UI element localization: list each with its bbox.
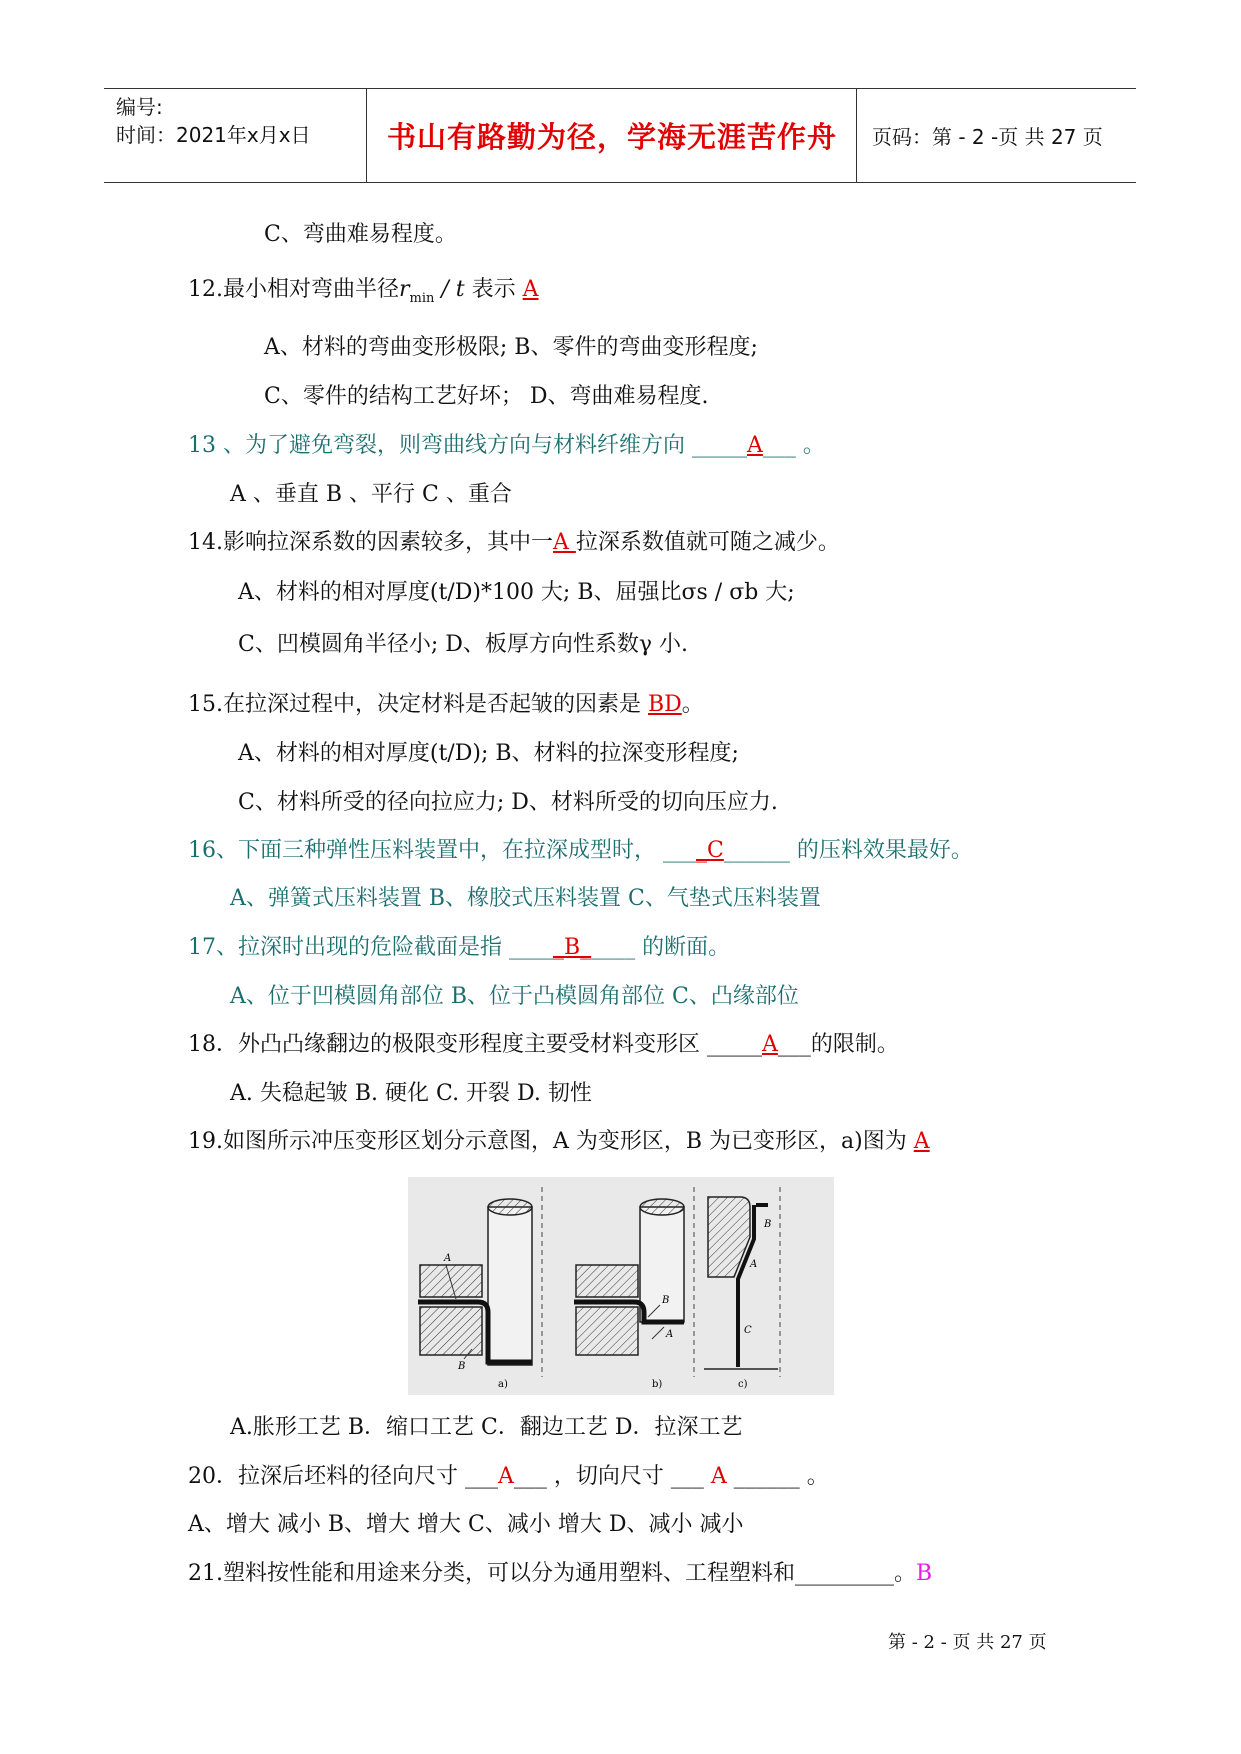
label-a: a) <box>498 1379 508 1390</box>
q12-answer: A <box>522 277 539 302</box>
q14-text: 14.影响拉深系数的因素较多，其中一 <box>188 530 553 555</box>
mark-a: A <box>444 1253 452 1264</box>
q18-answer: A <box>762 1032 778 1057</box>
number-label: 编号: <box>116 95 163 119</box>
time-label: 时间：2021年x月x日 <box>116 123 311 147</box>
q14-options-cd: C、凹模圆角半径小; D、板厚方向性系数γ 小. <box>238 632 689 657</box>
divider <box>856 89 857 182</box>
q17-answer: _B_ <box>553 935 592 960</box>
q12-mid: 表示 <box>471 277 523 302</box>
q12-options-ab: A、材料的弯曲变形极限; B、零件的弯曲变形程度; <box>264 335 758 360</box>
q11-option-c: C、弯曲难易程度。 <box>264 222 457 247</box>
q16-text: 16、下面三种弹性压料装置中，在拉深成型时， ___ <box>188 838 696 863</box>
q15-options-cd: C、材料所受的径向拉应力; D、材料所受的切向压应力. <box>238 790 778 815</box>
q14-options-ab: A、材料的相对厚度(t/D)*100 大; B、屈强比σs / σb 大; <box>238 580 795 605</box>
q15-answer: BD <box>647 692 682 717</box>
q14-answer: A <box>553 530 576 555</box>
q20-options: A、增大 减小 B、增大 增大 C、减小 增大 D、减小 减小 <box>188 1512 744 1537</box>
q18-text: 18．外凸凸缘翻边的极限变形程度主要受材料变形区 _____ <box>188 1032 762 1057</box>
question-12 <box>188 275 539 308</box>
stamping-diagram <box>408 1177 834 1395</box>
q16-answer: _C <box>696 838 724 863</box>
header-info <box>116 93 364 178</box>
q15-post: 。 <box>681 692 704 717</box>
q13-answer: A <box>746 433 763 458</box>
mark-b: B <box>458 1361 466 1372</box>
q20-mid: ___ ，切向尺寸 ___ <box>513 1464 711 1489</box>
q19-options: A.胀形工艺 B．缩口工艺 C．翻边工艺 D．拉深工艺 <box>230 1415 743 1440</box>
divider <box>366 89 367 182</box>
panel-b <box>574 1187 694 1390</box>
q18-options: A. 失稳起皱 B. 硬化 C. 开裂 D. 韧性 <box>230 1081 592 1106</box>
q21-text: 21.塑料按性能和用途来分类，可以分为通用塑料、工程塑料和_________。 <box>188 1561 916 1586</box>
q21-answer: B <box>916 1561 933 1586</box>
q17-options: A、位于凹模圆角部位 B、位于凸模圆角部位 C、凸缘部位 <box>230 984 799 1009</box>
q16-post: ______ 的压料效果最好。 <box>723 838 973 863</box>
q13-text: 13 、为了避免弯裂，则弯曲线方向与材料纤维方向 _____ <box>188 433 747 458</box>
q20-text: 20．拉深后坯料的径向尺寸 ___ <box>188 1464 498 1489</box>
question-16 <box>188 836 973 866</box>
q12-t: / t <box>434 277 472 302</box>
question-17 <box>188 933 730 963</box>
question-15 <box>188 690 704 720</box>
q20-answer-2: A <box>710 1464 727 1489</box>
label-b: b) <box>652 1379 663 1390</box>
q17-post: ____ 的断面。 <box>591 935 731 960</box>
q15-options-ab: A、材料的相对厚度(t/D); B、材料的拉深变形程度; <box>238 741 739 766</box>
mark-b: B <box>764 1219 772 1230</box>
header-motto: 书山有路勤为径，学海无涯苦作舟 <box>386 120 837 154</box>
question-14 <box>188 528 840 558</box>
question-19 <box>188 1127 930 1157</box>
mark-a: A <box>750 1259 758 1270</box>
q16-options: A、弹簧式压料装置 B、橡胶式压料装置 C、气垫式压料装置 <box>230 886 821 911</box>
q13-post: ___ 。 <box>762 433 825 458</box>
q14-post: 拉深系数值就可随之减少。 <box>575 530 840 555</box>
q18-post: ___的限制。 <box>777 1032 899 1057</box>
deformation-zone-figure <box>408 1177 834 1395</box>
mark-a: A <box>666 1329 674 1340</box>
q12-r: r <box>399 277 410 302</box>
q15-text: 15.在拉深过程中，决定材料是否起皱的因素是 <box>188 692 648 717</box>
panel-c <box>704 1187 780 1390</box>
q12-text: 12.最小相对弯曲半径 <box>188 277 399 302</box>
mark-b: B <box>662 1295 670 1306</box>
mark-c: C <box>744 1325 752 1336</box>
q20-answer-1: A <box>498 1464 514 1489</box>
header-page-label: 页码：第 - 2 -页 共 27 页 <box>872 125 1103 149</box>
q17-text: 17、拉深时出现的危险截面是指 ____ <box>188 935 553 960</box>
question-13 <box>188 431 825 461</box>
q19-answer: A <box>913 1129 930 1154</box>
q19-text: 19.如图所示冲压变形区划分示意图，A 为变形区，B 为已变形区，a)图为 <box>188 1129 914 1154</box>
label-c: c) <box>738 1379 748 1390</box>
page-header <box>104 88 1136 183</box>
q12-min: min <box>409 291 435 306</box>
q12-options-cd: C、零件的结构工艺好坏； D、弯曲难易程度. <box>264 384 709 409</box>
panel-a <box>418 1187 542 1390</box>
page-footer: 第 - 2 - 页 共 27 页 <box>888 1632 1047 1653</box>
question-20 <box>188 1462 829 1492</box>
question-21 <box>188 1559 932 1589</box>
question-18 <box>188 1030 899 1060</box>
q13-options: A 、垂直 B 、平行 C 、重合 <box>230 482 512 507</box>
q20-post: ______ 。 <box>726 1464 829 1489</box>
